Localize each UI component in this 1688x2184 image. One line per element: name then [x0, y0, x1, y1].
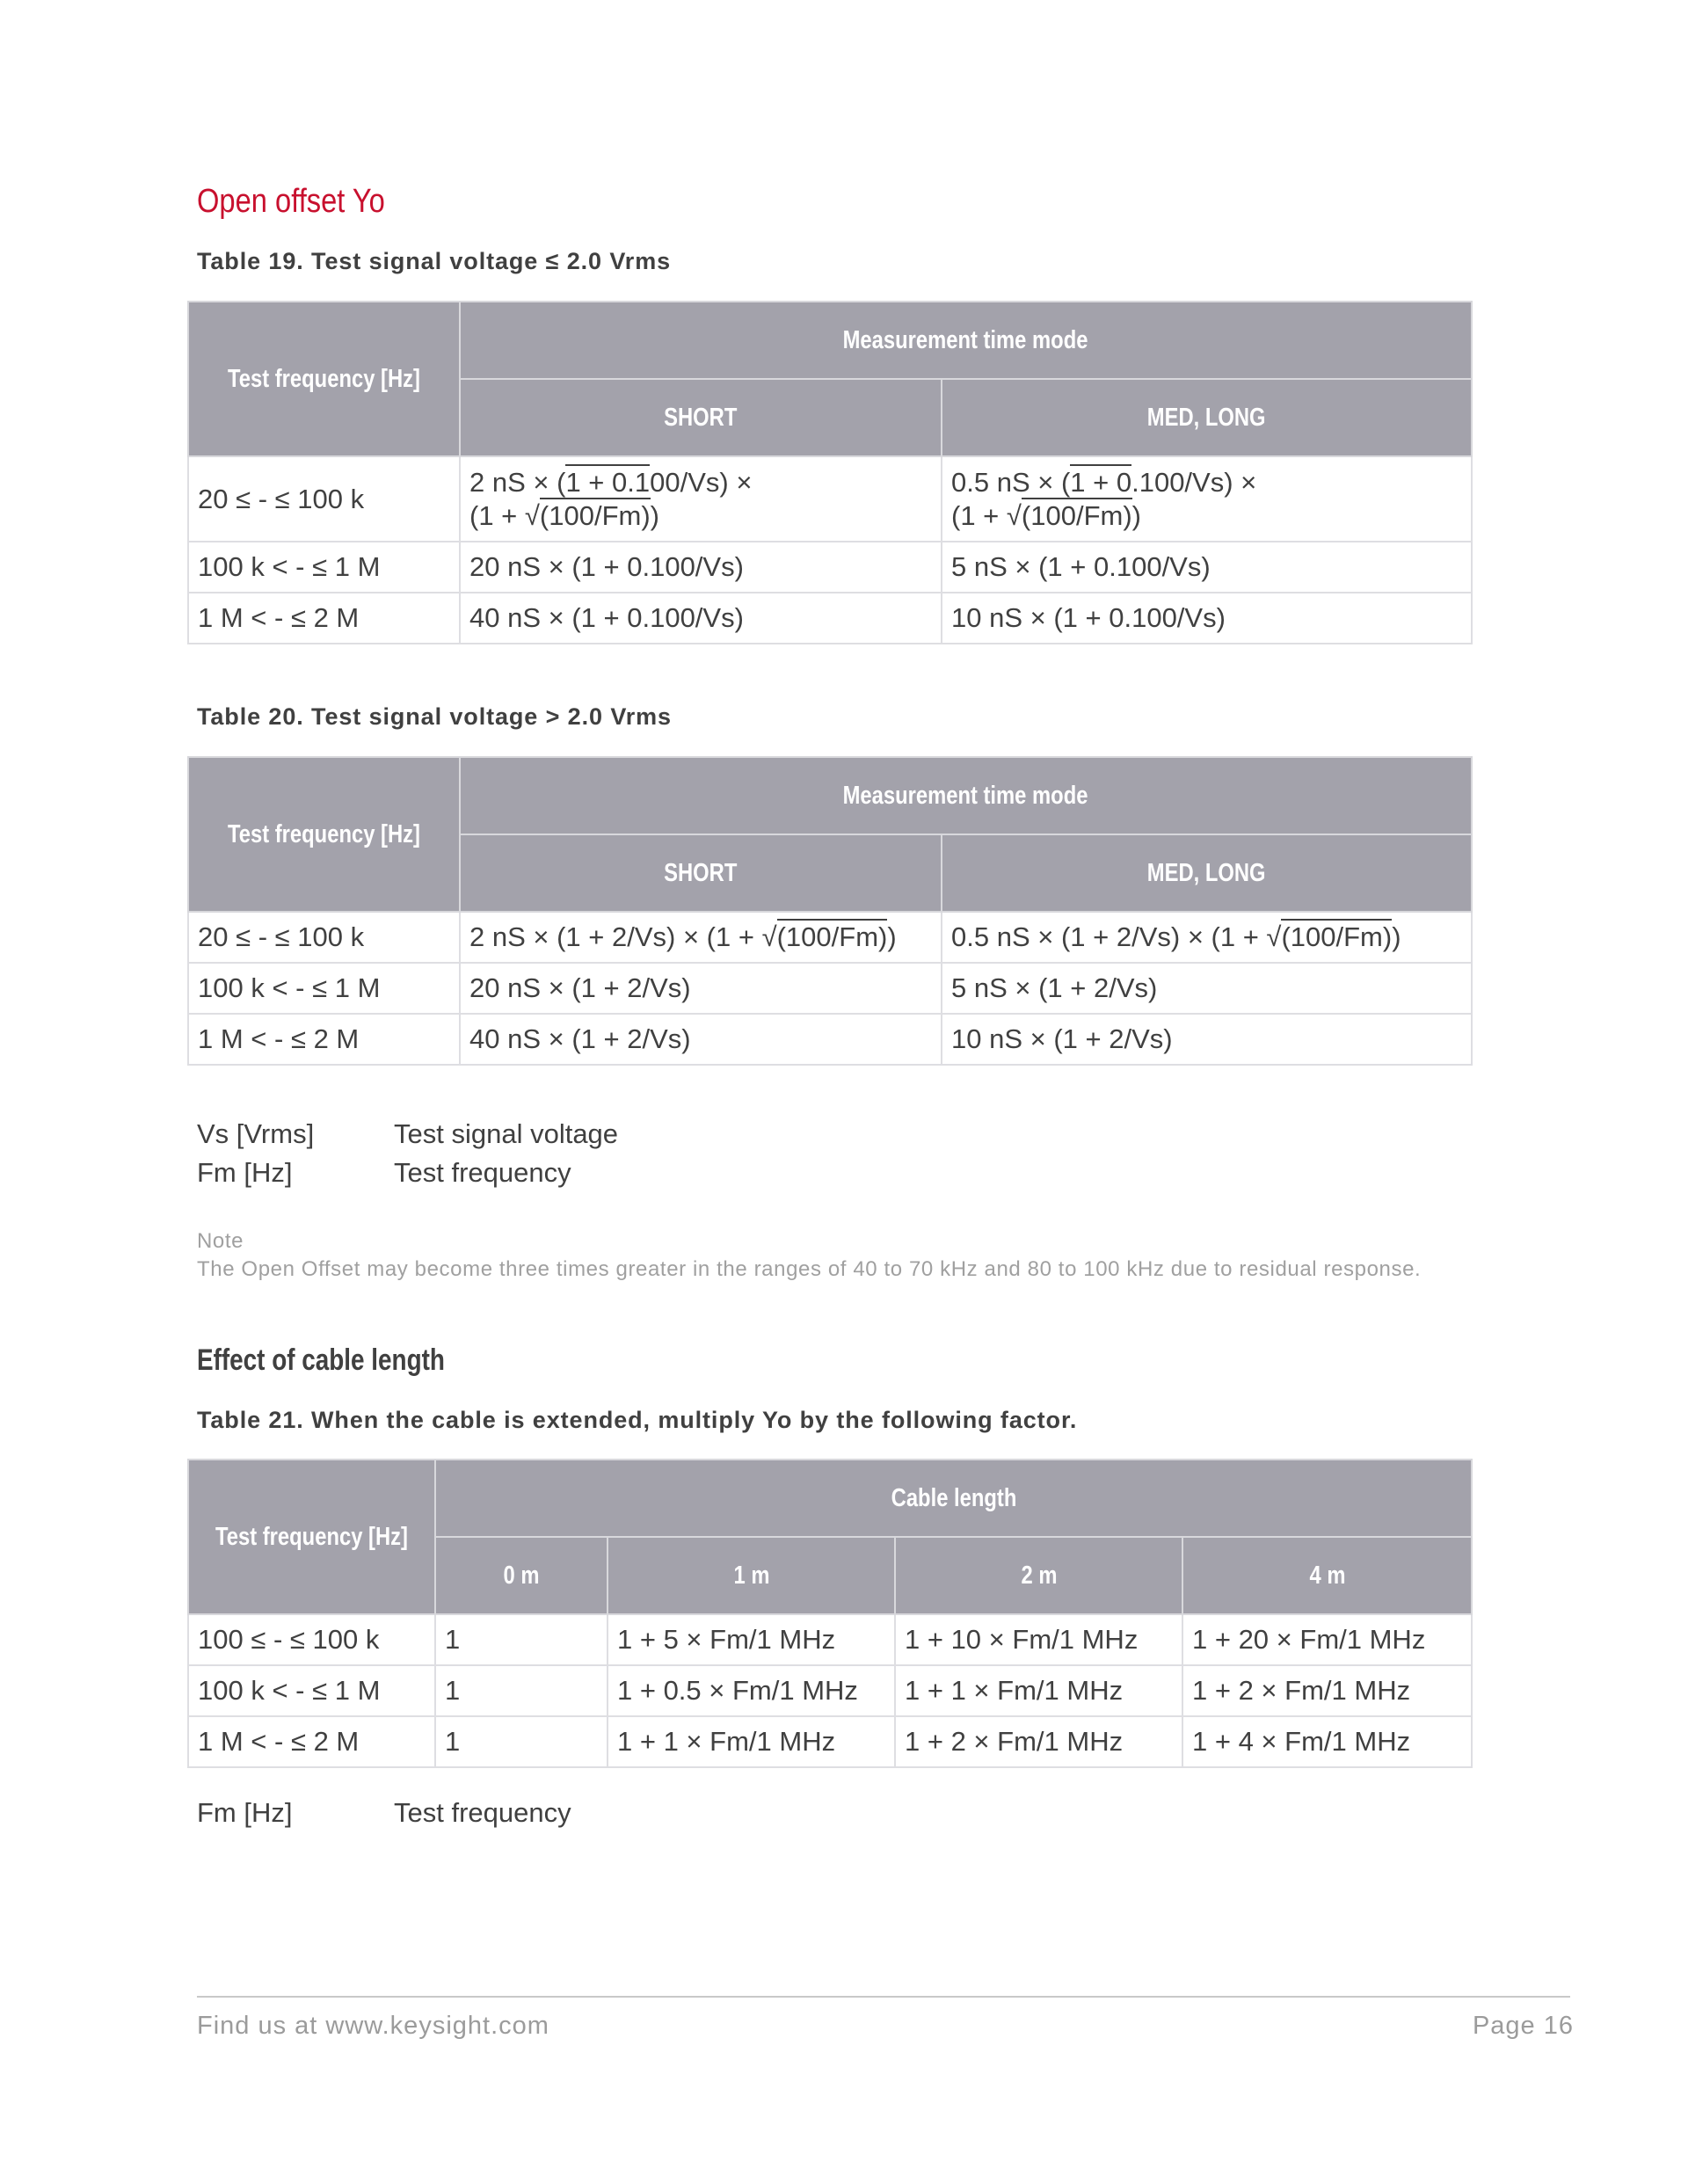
cell-frequency: 100 k < - ≤ 1 M — [188, 542, 460, 593]
table-19-caption: Table 19. Test signal voltage ≤ 2.0 Vrms — [197, 248, 672, 274]
cell-2m: 1 + 10 × Fm/1 MHz — [895, 1614, 1182, 1665]
table-20 — [187, 756, 1473, 1066]
cell-med-long: 0.5 nS × (1 + 2/Vs) × (1 + √(100/Fm)) — [942, 912, 1472, 963]
cell-frequency: 1 M < - ≤ 2 M — [188, 1014, 460, 1065]
definition-meaning: Test signal voltage — [394, 1118, 619, 1149]
cell-short: 20 nS × (1 + 0.100/Vs) — [460, 542, 942, 593]
table-row — [188, 593, 1472, 644]
definition-symbol: Vs [Vrms] — [197, 1118, 315, 1149]
table-row — [188, 456, 1472, 542]
cell-2m: 1 + 1 × Fm/1 MHz — [895, 1665, 1182, 1716]
note-label: Note — [197, 1229, 244, 1253]
cell-short: 2 nS × (1 + 2/Vs) × (1 + √(100/Fm)) — [460, 912, 942, 963]
header-med-long: MED, LONG — [942, 834, 1472, 912]
cell-2m: 1 + 2 × Fm/1 MHz — [895, 1716, 1182, 1767]
cell-4m: 1 + 4 × Fm/1 MHz — [1182, 1716, 1472, 1767]
table-row — [188, 1665, 1472, 1716]
header-1m: 1 m — [608, 1537, 895, 1614]
section-title-open-offset: Open offset Yo — [197, 183, 385, 220]
note-text: The Open Offset may become three times greater in the ranges of 40 to 70 kHz and 80 to 100 kHz due to residual response. — [197, 1257, 1422, 1281]
section-title-cable-length: Effect of cable length — [197, 1343, 445, 1377]
cell-frequency: 100 ≤ - ≤ 100 k — [188, 1614, 435, 1665]
header-2m: 2 m — [895, 1537, 1182, 1614]
cell-frequency: 20 ≤ - ≤ 100 k — [188, 456, 460, 542]
cell-med-long: 10 nS × (1 + 2/Vs) — [942, 1014, 1472, 1065]
cell-med-long: 5 nS × (1 + 2/Vs) — [942, 963, 1472, 1014]
definition-meaning: Test frequency — [394, 1157, 571, 1188]
cell-1m: 1 + 5 × Fm/1 MHz — [608, 1614, 895, 1665]
cell-0m: 1 — [435, 1614, 608, 1665]
footer-page-number: Page 16 — [1472, 2012, 1574, 2040]
footer-divider — [197, 1996, 1570, 1998]
header-measurement-time-mode: Measurement time mode — [460, 302, 1472, 379]
cell-4m: 1 + 2 × Fm/1 MHz — [1182, 1665, 1472, 1716]
cell-frequency: 100 k < - ≤ 1 M — [188, 1665, 435, 1716]
cell-frequency: 100 k < - ≤ 1 M — [188, 963, 460, 1014]
definition-symbol: Fm [Hz] — [197, 1797, 293, 1828]
table-21-caption: Table 21. When the cable is extended, multiply Yo by the following factor. — [197, 1407, 1078, 1433]
table-19 — [187, 301, 1473, 644]
definition-item — [197, 1157, 618, 1196]
header-med-long: MED, LONG — [942, 379, 1472, 456]
definition-item — [197, 1797, 571, 1836]
header-test-frequency: Test frequency [Hz] — [188, 757, 460, 912]
cell-short: 2 nS × (1 + 0.100/Vs) × (1 + √(100/Fm)) — [460, 456, 942, 542]
header-measurement-time-mode: Measurement time mode — [460, 757, 1472, 834]
header-0m: 0 m — [435, 1537, 608, 1614]
table-row — [188, 1614, 1472, 1665]
table-row — [188, 963, 1472, 1014]
cell-med-long: 5 nS × (1 + 0.100/Vs) — [942, 542, 1472, 593]
cell-frequency: 20 ≤ - ≤ 100 k — [188, 912, 460, 963]
footer-website[interactable]: Find us at www.keysight.com — [197, 2012, 549, 2040]
cell-short: 40 nS × (1 + 0.100/Vs) — [460, 593, 942, 644]
header-test-frequency: Test frequency [Hz] — [188, 1460, 435, 1614]
cell-med-long: 10 nS × (1 + 0.100/Vs) — [942, 593, 1472, 644]
cell-0m: 1 — [435, 1665, 608, 1716]
cell-frequency: 1 M < - ≤ 2 M — [188, 1716, 435, 1767]
note-block — [197, 1229, 1421, 1282]
cell-4m: 1 + 20 × Fm/1 MHz — [1182, 1614, 1472, 1665]
table-21 — [187, 1459, 1473, 1768]
table-row — [188, 542, 1472, 593]
cell-1m: 1 + 0.5 × Fm/1 MHz — [608, 1665, 895, 1716]
header-short: SHORT — [460, 379, 942, 456]
cell-med-long: 0.5 nS × (1 + 0.100/Vs) × (1 + √(100/Fm)) — [942, 456, 1472, 542]
table-20-caption: Table 20. Test signal voltage > 2.0 Vrms — [197, 703, 672, 730]
cell-short: 20 nS × (1 + 2/Vs) — [460, 963, 942, 1014]
table-row — [188, 912, 1472, 963]
header-cable-length: Cable length — [435, 1460, 1472, 1537]
cell-0m: 1 — [435, 1716, 608, 1767]
cell-frequency: 1 M < - ≤ 2 M — [188, 593, 460, 644]
definitions-list — [197, 1797, 571, 1836]
definition-meaning: Test frequency — [394, 1797, 571, 1828]
header-4m: 4 m — [1182, 1537, 1472, 1614]
header-short: SHORT — [460, 834, 942, 912]
cell-1m: 1 + 1 × Fm/1 MHz — [608, 1716, 895, 1767]
table-row — [188, 1014, 1472, 1065]
definition-item — [197, 1118, 618, 1157]
table-row — [188, 1716, 1472, 1767]
definition-symbol: Fm [Hz] — [197, 1157, 293, 1188]
cell-short: 40 nS × (1 + 2/Vs) — [460, 1014, 942, 1065]
header-test-frequency: Test frequency [Hz] — [188, 302, 460, 456]
definitions-list — [197, 1118, 618, 1196]
